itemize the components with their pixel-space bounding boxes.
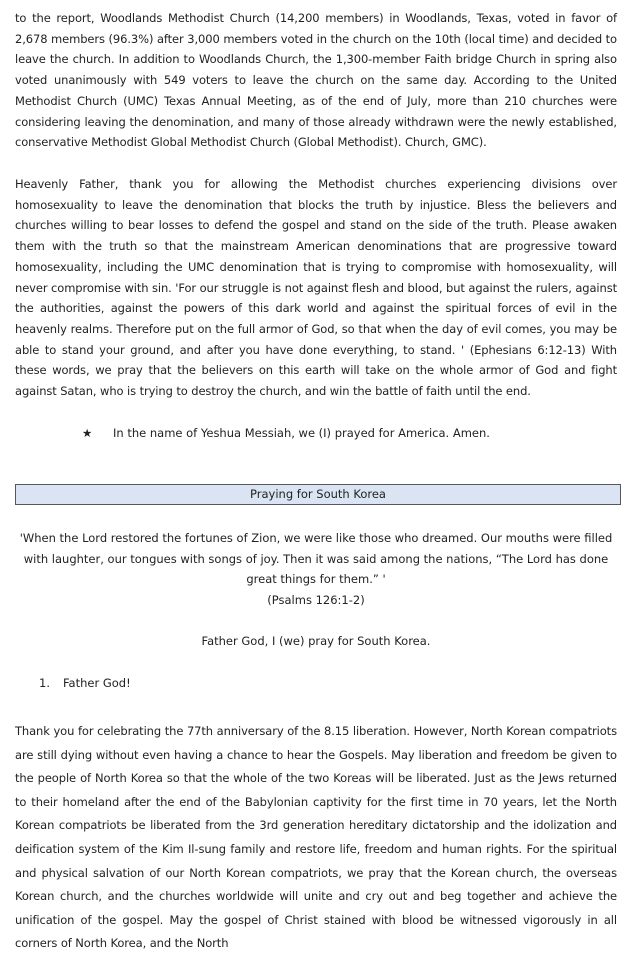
list-item [39,673,131,694]
list-item-label: Father God! [63,676,131,690]
closing-line-text: In the name of Yeshua Messiah, we (I) prayed for America. Amen. [113,426,490,440]
section-heading: Praying for South Korea [15,484,621,505]
prayer-heading: Father God, I (we) pray for South Korea. [201,634,431,648]
prayer-paragraph: Heavenly Father, thank you for allowing the Methodist churches experiencing divisions over homosexuality to leave the denomination that blocks the truth by injustice. Bless the believers and churches willing to bear losses to defend the gospel and stand on the side of the truth. Please awaken them with the truth so that the mainstream American denominations that are progressive toward homosexuality, including the UMC denomination that is trying to compromise with homosexuality, will never compromise with sin. 'For our struggle is not against flesh and blood, but against the rulers, against the authorities, against the powers of this dark world and against the spiritual forces of evil in the heavenly realms. Therefore put on the full armor of God, so that when the day of evil comes, you may be able to stand your ground, and after you have done everything, to stand. ' (Ephesians 6:12-13) With these words, we pray that the believers on this earth will take on the whole armor of God and fight against Satan, who is trying to destroy the church, and win the battle of faith until the end. [15,177,617,399]
star-icon: ★ [82,426,93,440]
intro-paragraph: to the report, Woodlands Methodist Church (14,200 members) in Woodlands, Texas, voted in favor of 2,678 members (96.3%) after 3,000 members voted in the church on the 10th (local time) and decided to leave the church. In addition to Woodlands Church, the 1,300-member Faith bridge Church in spring also voted unanimously with 549 voters to leave the church on the same day. According to the United Methodist Church (UMC) Texas Annual Meeting, as of the end of July, more than 210 churches were considering leaving the denomination, and many of those already withdrawn were the newly established, conservative Methodist Global Methodist Church (Global Methodist). Church, GMC). [15,11,617,150]
list-item-number: 1. [39,676,50,690]
closing-line [82,423,490,443]
korea-prayer-paragraph: Thank you for celebrating the 77th anniversary of the 8.15 liberation. However, North Korean compatriots are still dying without even having a chance to hear the Gospels. May liberation and freedom be given to the people of North Korea so that the whole of the two Koreas will be liberated. Just as the Jews returned to their homeland after the end of the Babylonian captivity for the first time in 70 years, let the North Korean compatriots be liberated from the 3rd generation hereditary dictatorship and the idolization and deification system of the Kim Il-sung family and restore life, freedom and human rights. For the spiritual and physical salvation of our North Korean compatriots, we pray that the Korean church, the overseas Korean church, and the churches worldwide will unite and cry out and beg together and achieve the unification of the gospel. May the gospel of Christ stained with blood be witnessed vigorously in all corners of North Korea, and the North [15,724,617,951]
scripture-quote: 'When the Lord restored the fortunes of Zion, we were like those who dreamed. Our mouths were filled with laughter, our tongues with songs of joy. Then it was said among the nations, “The Lord has done great things for them.” ' [19,531,613,587]
scripture-reference: (Psalms 126:1-2) [267,593,365,607]
